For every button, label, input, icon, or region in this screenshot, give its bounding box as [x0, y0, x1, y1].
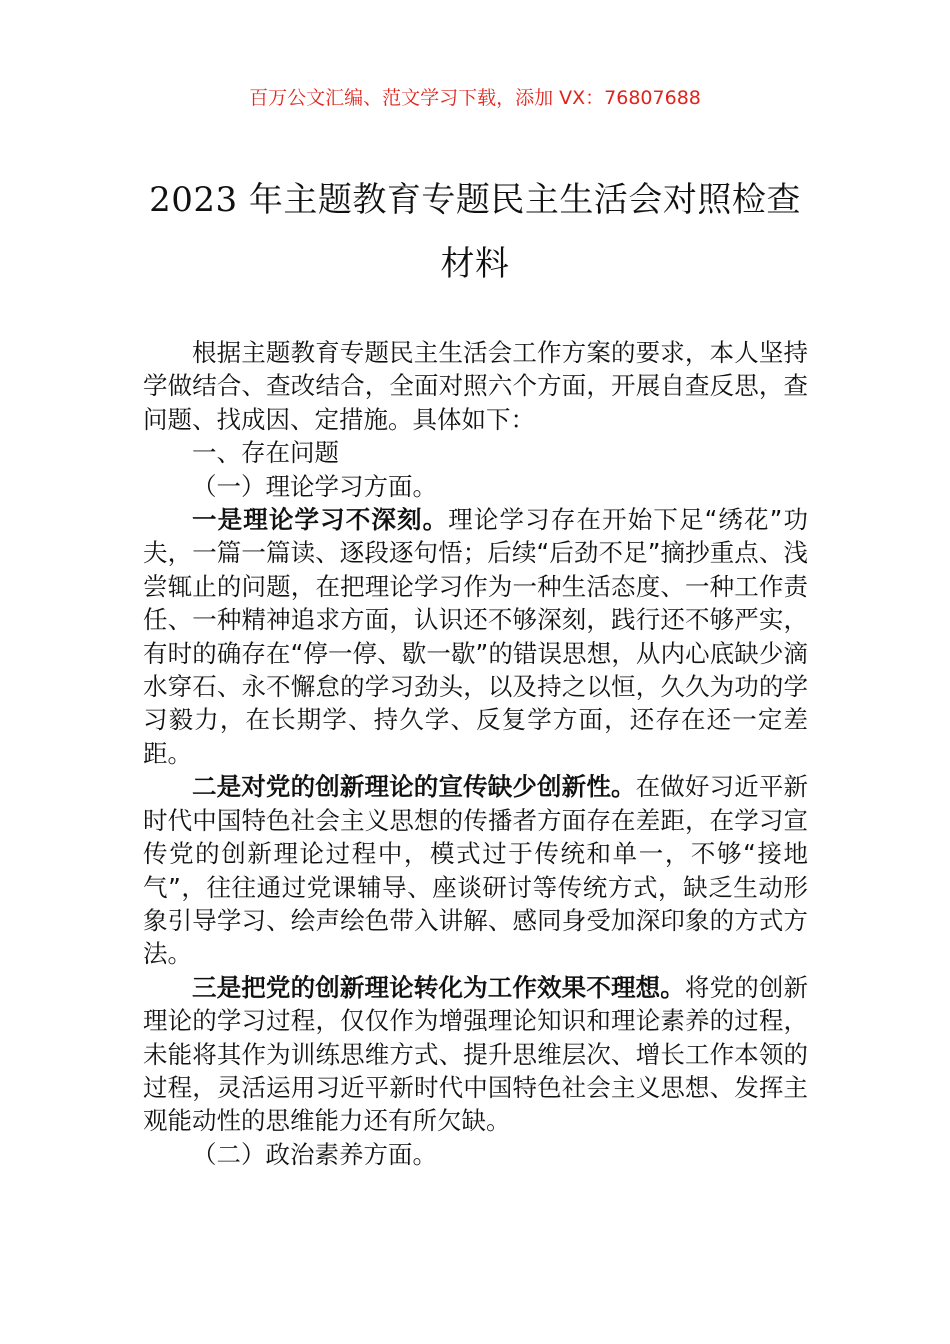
title-line-2: 材料	[440, 244, 510, 284]
paragraph-text: （二）政治素养方面。	[192, 1139, 437, 1169]
paragraph-point-three	[143, 971, 808, 1138]
paragraph-text: 在做好习近平新时代中国特色社会主义思想的传播者方面存在差距，在学习宣传党的创新理论过程中，模式过于传统和单一，不够“接地气”，往往通过党课辅导、座谈研讨等传统方式，缺乏生动形象引导学习、绘声绘色带入讲解、感同身受加深印象的方式方法。	[143, 772, 808, 969]
paragraph-text: 理论学习存在开始下足“绣花”功夫，一篇一篇读、逐段逐句悟；后续“后劲不足”摘抄重点、浅尝辄止的问题，在把理论学习作为一种生活态度、一种工作责任、一种精神追求方面，认识还不够深刻，践行还不够严实，有时的确存在“停一停、歇一歇”的错误思想，从内心底缺少滴水穿石、永不懈怠的学习劲头，以及持之以恒，久久为功的学习毅力，在长期学、持久学、反复学方面，还存在还一定差距。	[143, 505, 808, 768]
document-title	[100, 168, 850, 296]
section-heading-problems	[143, 436, 808, 469]
watermark-header: 百万公文汇编、范文学习下载，添加 VX：76807688	[249, 87, 701, 109]
paragraph-point-one	[143, 503, 808, 770]
paragraph-text: （一）理论学习方面。	[192, 471, 437, 501]
paragraph-text: 一、存在问题	[192, 438, 339, 468]
paragraph-lead: 一是理论学习不深刻。	[192, 505, 449, 535]
document-body	[143, 336, 808, 1171]
paragraph-intro	[143, 336, 808, 436]
paragraph-text: 根据主题教育专题民主生活会工作方案的要求，本人坚持学做结合、查改结合，全面对照六个方面，开展自查反思，查问题、找成因、定措施。具体如下：	[143, 338, 808, 434]
title-line-1: 2023 年主题教育专题民主生活会对照检查	[149, 180, 801, 220]
paragraph-text: 将党的创新理论的学习过程，仅仅作为增强理论知识和理论素养的过程，未能将其作为训练思维方式、提升思维层次、增长工作本领的过程，灵活运用习近平新时代中国特色社会主义思想、发挥主观能动性的思维能力还有所欠缺。	[143, 972, 809, 1136]
subsection-heading-politics	[143, 1138, 808, 1171]
subsection-heading-theory	[143, 470, 808, 503]
paragraph-lead: 三是把党的创新理论转化为工作效果不理想。	[192, 972, 685, 1002]
paragraph-lead: 二是对党的创新理论的宣传缺少创新性。	[192, 772, 636, 802]
paragraph-point-two	[143, 770, 808, 970]
